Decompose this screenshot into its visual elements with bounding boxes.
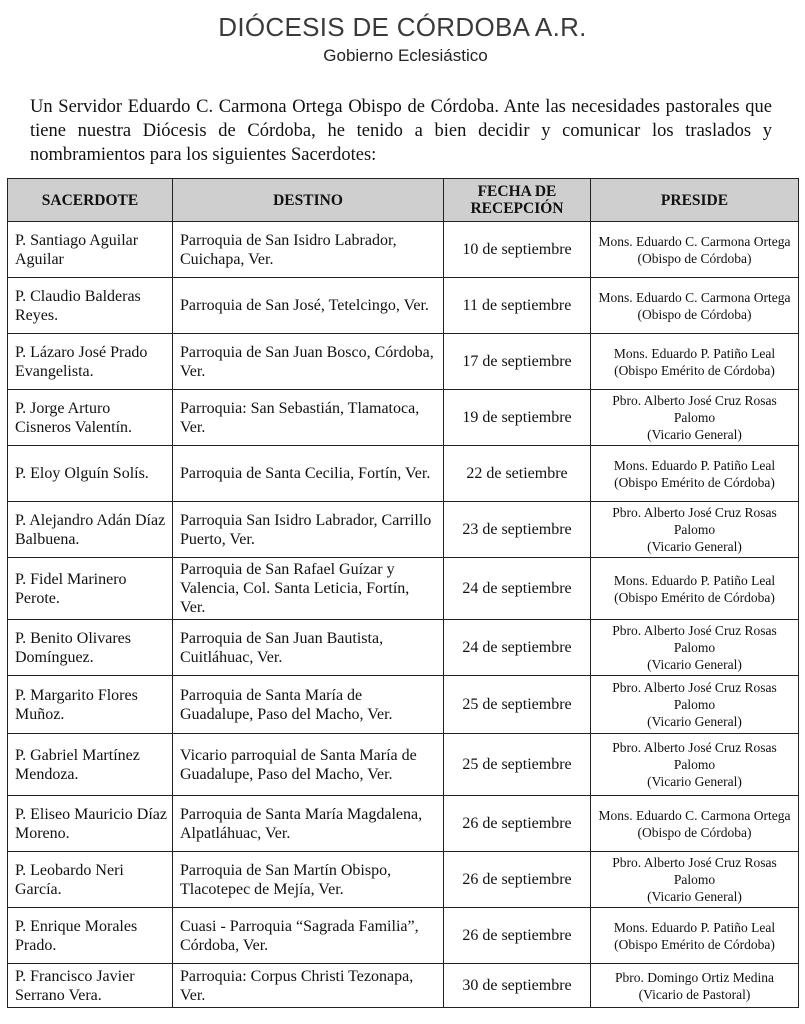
cell-fecha: 25 de septiembre (444, 676, 591, 734)
preside-role: (Obispo de Córdoba) (637, 306, 752, 322)
cell-sacerdote: P. Leobardo Neri García. (8, 852, 173, 908)
cell-sacerdote: P. Gabriel Martínez Mendoza. (8, 734, 173, 796)
table-row (8, 390, 799, 446)
cell-destino: Parroquia San Isidro Labrador, Carrillo Puerto, Ver. (173, 502, 444, 558)
preside-name: Pbro. Alberto José Cruz Rosas Palomo (612, 740, 777, 772)
preside-name: Pbro. Domingo Ortiz Medina (615, 969, 774, 985)
cell-destino: Cuasi - Parroquia “Sagrada Familia”, Córdoba, Ver. (173, 908, 444, 964)
table-row (8, 446, 799, 502)
table-row (8, 278, 799, 334)
table-body (8, 222, 799, 1008)
cell-preside (591, 964, 799, 1008)
cell-sacerdote: P. Fidel Marinero Perote. (8, 558, 173, 620)
column-header-fecha: FECHA DE RECEPCIÓN (444, 179, 591, 222)
cell-preside (591, 278, 799, 334)
preside-name: Mons. Eduardo P. Patiño Leal (Obispo Emérito de Córdoba) (613, 457, 776, 490)
preside-role: (Vicario General) (647, 714, 742, 729)
table-header-row (8, 179, 799, 222)
column-header-sacerdote: SACERDOTE (8, 179, 173, 222)
cell-sacerdote: P. Enrique Morales Prado. (8, 908, 173, 964)
table-row (8, 502, 799, 558)
cell-sacerdote: P. Alejandro Adán Díaz Balbuena. (8, 502, 173, 558)
preside-role: (Vicario General) (647, 427, 742, 442)
cell-fecha: 26 de septiembre (444, 852, 591, 908)
cell-destino: Parroquia de San Juan Bosco, Córdoba, Ver. (173, 334, 444, 390)
table-row (8, 334, 799, 390)
cell-destino: Parroquia de Santa María Magdalena, Alpatláhuac, Ver. (173, 796, 444, 852)
cell-preside (591, 502, 799, 558)
cell-preside (591, 446, 799, 502)
cell-fecha: 25 de septiembre (444, 734, 591, 796)
cell-sacerdote: P. Margarito Flores Muñoz. (8, 676, 173, 734)
table-row (8, 734, 799, 796)
cell-preside (591, 852, 799, 908)
table-row (8, 620, 799, 676)
column-header-preside: PRESIDE (591, 179, 799, 222)
cell-sacerdote: P. Eliseo Mauricio Díaz Moreno. (8, 796, 173, 852)
cell-preside (591, 334, 799, 390)
table-row (8, 852, 799, 908)
table-row (8, 676, 799, 734)
column-header-destino: DESTINO (173, 179, 444, 222)
cell-fecha: 30 de septiembre (444, 964, 591, 1008)
preside-role: (Obispo de Córdoba) (637, 824, 752, 840)
cell-sacerdote: P. Benito Olivares Domínguez. (8, 620, 173, 676)
cell-fecha: 23 de septiembre (444, 502, 591, 558)
preside-name: Mons. Eduardo C. Carmona Ortega (598, 807, 791, 823)
cell-destino: Parroquia de San José, Tetelcingo, Ver. (173, 278, 444, 334)
cell-fecha: 22 de setiembre (444, 446, 591, 502)
cell-fecha: 11 de septiembre (444, 278, 591, 334)
cell-sacerdote: P. Lázaro José Prado Evangelista. (8, 334, 173, 390)
page-subtitle: Gobierno Eclesiástico (323, 46, 488, 65)
table-row (8, 964, 799, 1008)
preside-name: Pbro. Alberto José Cruz Rosas Palomo (612, 855, 777, 887)
preside-role: (Vicario General) (647, 889, 742, 904)
cell-fecha: 17 de septiembre (444, 334, 591, 390)
preside-role: (Vicario General) (647, 539, 742, 554)
cell-destino: Parroquia de Santa María de Guadalupe, Paso del Macho, Ver. (173, 676, 444, 734)
preside-role: (Vicario General) (647, 774, 742, 789)
cell-fecha: 24 de septiembre (444, 558, 591, 620)
preside-role: (Obispo de Córdoba) (637, 250, 752, 266)
cell-preside (591, 390, 799, 446)
cell-preside (591, 796, 799, 852)
cell-destino: Parroquia de San Martín Obispo, Tlacotepec de Mejía, Ver. (173, 852, 444, 908)
cell-fecha: 10 de septiembre (444, 222, 591, 278)
cell-preside (591, 676, 799, 734)
cell-fecha: 26 de septiembre (444, 908, 591, 964)
preside-role: (Vicario de Pastoral) (638, 986, 751, 1002)
preside-name: Pbro. Alberto José Cruz Rosas Palomo (612, 680, 777, 712)
cell-fecha: 24 de septiembre (444, 620, 591, 676)
cell-destino: Parroquia de San Isidro Labrador, Cuichapa, Ver. (173, 222, 444, 278)
table-row (8, 558, 799, 620)
cell-destino: Parroquia: Corpus Christi Tezonapa, Ver. (173, 964, 444, 1008)
preside-role: (Vicario General) (647, 657, 742, 672)
cell-fecha: 26 de septiembre (444, 796, 591, 852)
cell-sacerdote: P. Claudio Balderas Reyes. (8, 278, 173, 334)
preside-name: Pbro. Alberto José Cruz Rosas Palomo (612, 623, 777, 655)
preside-name: Mons. Eduardo P. Patiño Leal (Obispo Emérito de Córdoba) (613, 572, 776, 605)
cell-sacerdote: P. Francisco Javier Serrano Vera. (8, 964, 173, 1008)
cell-destino: Parroquia: San Sebastián, Tlamatoca, Ver. (173, 390, 444, 446)
preside-name: Mons. Eduardo P. Patiño Leal (Obispo Emérito de Córdoba) (613, 919, 776, 952)
cell-destino: Parroquia de San Juan Bautista, Cuitláhuac, Ver. (173, 620, 444, 676)
preside-name: Mons. Eduardo P. Patiño Leal (Obispo Emérito de Córdoba) (613, 345, 776, 378)
cell-sacerdote: P. Jorge Arturo Cisneros Valentín. (8, 390, 173, 446)
cell-preside (591, 222, 799, 278)
table-row (8, 908, 799, 964)
intro-paragraph: Un Servidor Eduardo C. Carmona Ortega Obispo de Córdoba. Ante las necesidades pastorales que tiene nuestra Diócesis de Córdoba, he tenido a bien decidir y comunicar los traslados y nombramientos para los siguientes Sacerdotes: (30, 97, 772, 165)
table-row (8, 222, 799, 278)
preside-name: Pbro. Alberto José Cruz Rosas Palomo (612, 505, 777, 537)
cell-sacerdote: P. Santiago Aguilar Aguilar (8, 222, 173, 278)
cell-preside (591, 558, 799, 620)
cell-sacerdote: P. Eloy Olguín Solís. (8, 446, 173, 502)
preside-name: Pbro. Alberto José Cruz Rosas Palomo (612, 393, 777, 425)
table-row (8, 796, 799, 852)
cell-preside (591, 620, 799, 676)
preside-name: Mons. Eduardo C. Carmona Ortega (598, 289, 791, 305)
cell-preside (591, 908, 799, 964)
cell-destino: Parroquia de Santa Cecilia, Fortín, Ver. (173, 446, 444, 502)
preside-name: Mons. Eduardo C. Carmona Ortega (598, 233, 791, 249)
appointments-table (7, 178, 799, 1008)
cell-destino: Vicario parroquial de Santa María de Guadalupe, Paso del Macho, Ver. (173, 734, 444, 796)
cell-preside (591, 734, 799, 796)
cell-destino: Parroquia de San Rafael Guízar y Valencia, Col. Santa Leticia, Fortín, Ver. (173, 558, 444, 620)
page-title: DIÓCESIS DE CÓRDOBA A.R. (218, 12, 587, 42)
cell-fecha: 19 de septiembre (444, 390, 591, 446)
